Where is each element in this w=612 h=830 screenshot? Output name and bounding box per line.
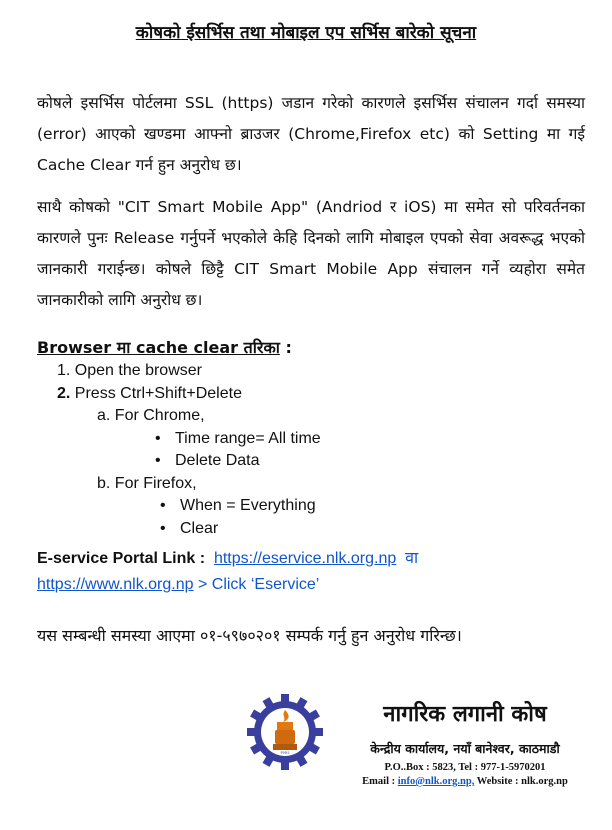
chrome-bullet-1-text: Time range= All time — [175, 429, 321, 447]
logo-year: २०४८ — [280, 751, 290, 756]
step-2 — [37, 383, 321, 406]
chrome-bullet-1 — [37, 428, 321, 451]
email-link[interactable]: info@nlk.org.np, — [397, 776, 475, 787]
org-email-website — [340, 776, 590, 787]
chrome-bullet-2 — [37, 450, 321, 473]
cache-clear-heading — [37, 336, 292, 358]
step-2-number: 2. — [57, 384, 71, 402]
email-label: Email : — [362, 776, 396, 787]
step-firefox: b. For Firefox, — [97, 474, 197, 492]
bullet-icon: • — [160, 497, 166, 514]
mobile-app-paragraph: साथै कोषको "CIT Smart Mobile App" (Andriod र iOS) मा समेत सो परिवर्तनका कारणले पुनः Release गर्नुपर्ने भएकोले केहि दिनको लागि मोबाइल एपको सेवा अवरूद्ध भएको जानकारी गराईन्छ। कोषले छिट्टै CIT Smart Mobile App संचालन गर्ने व्यहोरा समेत जानकारीको लागि अनुरोध छ। — [37, 198, 585, 309]
bullet-icon: • — [160, 519, 166, 537]
cache-clear-steps — [37, 360, 321, 540]
step-chrome: a. For Chrome, — [97, 407, 205, 424]
org-po-tel: P.O..Box : 5823, Tel : 977-1-5970201 — [384, 762, 546, 773]
bullet-icon: • — [155, 452, 161, 469]
website-link[interactable]: https://www.nlk.org.np — [37, 576, 194, 593]
or-text: वा — [405, 550, 419, 567]
contact-paragraph: यस सम्बन्धी समस्या आएमा ०१-५९७०२०१ सम्पर्क गर्नु हुन अनुरोध गरिन्छ। — [37, 626, 462, 645]
portal-line-1 — [37, 546, 418, 572]
cache-clear-heading-text: Browser मा cache clear तरिका — [37, 338, 280, 357]
chrome-bullet-2-text: Delete Data — [175, 452, 260, 469]
website-text: Website : nlk.org.np — [476, 776, 568, 787]
step-1: 1. Open the browser — [57, 362, 202, 379]
click-eservice-text: > Click ‘Eservice’ — [197, 576, 320, 593]
bullet-icon: • — [155, 429, 161, 447]
portal-line-2 — [37, 572, 418, 598]
firefox-bullet-1 — [37, 495, 321, 518]
firefox-bullet-2 — [37, 518, 321, 541]
firefox-bullet-2-text: Clear — [180, 519, 219, 537]
portal-label: E-service Portal Link : — [37, 550, 206, 567]
org-address: केन्द्रीय कार्यालय, नयाँ बानेश्वर, काठमाडौ — [370, 741, 560, 756]
nlk-logo-icon — [245, 692, 325, 772]
firefox-bullet-1-text: When = Everything — [180, 497, 316, 514]
heading-colon: : — [285, 338, 292, 357]
portal-links — [37, 546, 418, 598]
eservice-link[interactable]: https://eservice.nlk.org.np — [213, 550, 397, 567]
step-2-text: Press Ctrl+Shift+Delete — [74, 384, 242, 402]
org-name: नागरिक लगानी कोष — [383, 702, 547, 727]
ssl-paragraph: कोषले इसर्भिस पोर्टलमा SSL (https) जडान गरेको कारणले इसर्भिस संचालन गर्दा समस्या (error) आएको खण्डमा आफ्नो ब्राउजर (Chrome,Firefox etc) को Setting मा गई Cache Clear गर्न हुन अनुरोध छ। — [37, 94, 585, 174]
notice-title: कोषको ईसर्भिस तथा मोबाइल एप सर्भिस बारेको सूचना — [135, 23, 477, 43]
